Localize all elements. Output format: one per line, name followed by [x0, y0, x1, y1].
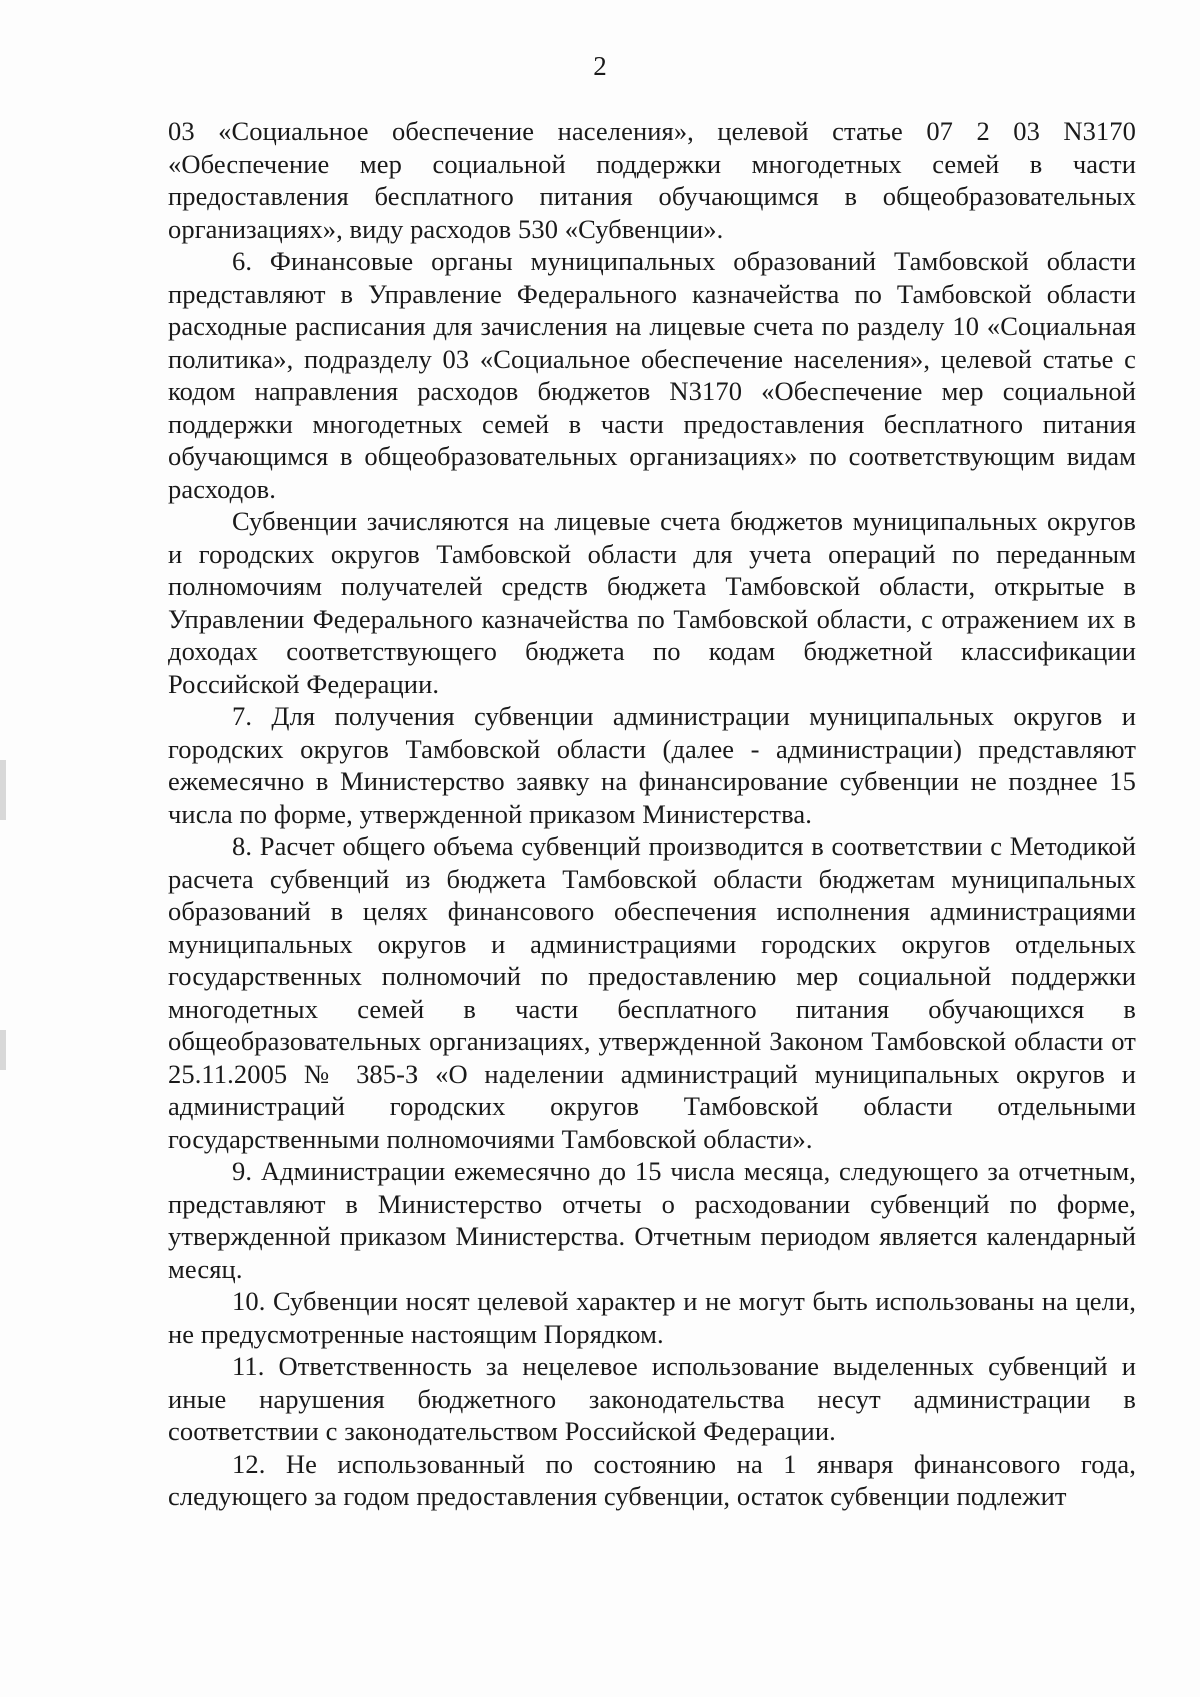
paragraph-item-9: 9. Администрации ежемесячно до 15 числа месяца, следующего за отчетным, представляют в Министерство отчеты о расходовании субвенций по форме, утвержденной приказом Министерства. Отчетным периодом является календарный месяц.	[168, 1156, 1136, 1284]
paragraph-item-11: 11. Ответственность за нецелевое использование выделенных субвенций и иные нарушения бюджетного законодательства несут администрации в соответствии с законодательством Российской Федерации.	[168, 1351, 1136, 1446]
paragraph-item-10: 10. Субвенции носят целевой характер и не могут быть использованы на цели, не предусмотренные настоящим Порядком.	[168, 1286, 1136, 1349]
document-body	[168, 115, 1136, 1513]
paragraph-item-6: 6. Финансовые органы муниципальных образований Тамбовской области представляют в Управление Федерального казначейства по Тамбовской области расходные расписания для зачисления на лицевые счета по разделу 10 «Социальная политика», подразделу 03 «Социальное обеспечение населения», целевой статье с кодом направления расходов бюджетов N3170 «Обеспечение мер социальной поддержки многодетных семей в части предоставления бесплатного питания обучающимся в общеобразовательных организациях» по соответствующим видам расходов.	[168, 246, 1136, 504]
scan-edge-mark	[0, 1030, 6, 1070]
paragraph-subventions-crediting: Субвенции зачисляются на лицевые счета бюджетов муниципальных округов и городских округов Тамбовской области для учета операций по переданным полномочиям получателей средств бюджета Тамбовской области, открытые в Управлении Федерального казначейства по Тамбовской области, с отражением их в доходах соответствующего бюджета по кодам бюджетной классификации Российской Федерации.	[168, 506, 1136, 699]
page-number: 2	[593, 51, 607, 81]
paragraph-item-8: 8. Расчет общего объема субвенций производится в соответствии с Методикой расчета субвенций из бюджета Тамбовской области бюджетам муниципальных образований в целях финансового обеспечения исполнения администрациями муниципальных округов и администрациями городских округов отдельных государственных полномочий по предоставлению мер социальной поддержки многодетных семей в части бесплатного питания обучающихся в общеобразовательных организациях, утвержденной Законом Тамбовской области от 25.11.2005 № 385-З «О наделении администраций муниципальных округов и администраций городских округов Тамбовской области отдельными государственными полномочиями Тамбовской области».	[168, 831, 1136, 1154]
paragraph-item-7: 7. Для получения субвенции администрации муниципальных округов и городских округов Тамбовской области (далее - администрации) представляют ежемесячно в Министерство заявку на финансирование субвенции не позднее 15 числа по форме, утвержденной приказом Министерства.	[168, 701, 1136, 829]
scan-edge-mark	[0, 760, 6, 820]
paragraph-item-12: 12. Не использованный по состоянию на 1 января финансового года, следующего за годом предоставления субвенции, остаток субвенции подлежит	[168, 1448, 1136, 1511]
paragraph-continuation: 03 «Социальное обеспечение населения», целевой статье 07 2 03 N3170 «Обеспечение мер социальной поддержки многодетных семей в части предоставления бесплатного питания обучающимся в общеобразовательных организациях», виду расходов 530 «Субвенции».	[168, 116, 1136, 244]
